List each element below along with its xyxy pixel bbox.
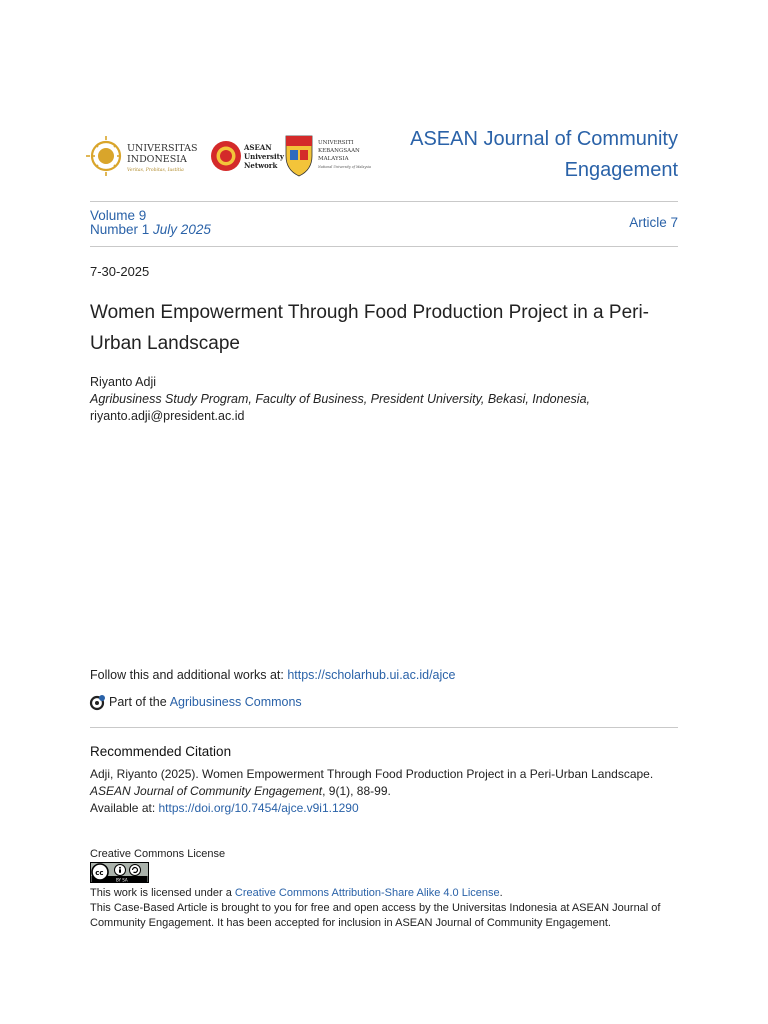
cc-license-link[interactable]: Creative Commons Attribution-Share Alike 4.0 License: [234, 887, 500, 899]
access-statement: This Case-Based Article is brought to you for free and open access by the Universitas Indonesia at ASEAN Journal of Community Engagement. It has been accepted for inclusion in ASEAN Journal of Community Engagement.: [90, 902, 661, 929]
ui-wordmark-2: INDONESIA: [127, 154, 187, 165]
aun-line-2: University: [244, 152, 284, 161]
part-of-label: Part of the: [109, 695, 167, 709]
citation-journal: ASEAN Journal of Community Engagement: [90, 784, 323, 798]
journal-title-link[interactable]: ASEAN Journal of Community Engagement: [410, 128, 678, 181]
ukm-line-1: UNIVERSITI: [318, 140, 354, 146]
divider-issue: [90, 246, 678, 247]
ukm-line-2: KEBANGSAAN: [318, 148, 360, 154]
part-of-line: [90, 694, 302, 710]
partner-logos: [90, 130, 371, 182]
volume-link[interactable]: Volume 9: [90, 208, 147, 223]
citation-line-3: [90, 800, 690, 817]
citation-text: [90, 766, 690, 817]
author-email: riyanto.adji@president.ac.id: [90, 409, 245, 423]
cc-license-label: Creative Commons License: [90, 848, 226, 860]
publication-date: 7-30-2025: [90, 264, 150, 279]
license-prefix: This work is licensed under a: [90, 887, 235, 899]
repository-link[interactable]: https://scholarhub.ui.ac.id/ajce: [287, 668, 456, 682]
citation-line-1: Adji, Riyanto (2025). Women Empowerment Through Food Production Project in a Peri-Urban Landscape.: [90, 767, 654, 781]
ui-wordmark-1: UNIVERSITAS: [127, 143, 198, 154]
author-affiliation: Agribusiness Study Program, Faculty of Business, President University, Bekasi, Indonesia,: [90, 392, 590, 406]
citation-line-2: [90, 783, 690, 800]
number-line: [90, 223, 211, 237]
asean-university-network-logo: [211, 141, 285, 171]
issue-info: [90, 209, 211, 237]
aun-line-1: ASEAN: [244, 143, 272, 152]
ui-motto: Veritas, Probitas, Iustitia: [127, 168, 184, 173]
number-link[interactable]: Number 1: [90, 222, 150, 237]
cc-badge-text: BY SA: [116, 877, 128, 883]
aun-line-3: Network: [244, 161, 278, 170]
license-text: [90, 886, 690, 931]
ukm-sub: National University of Malaysia: [318, 165, 371, 169]
available-label: Available at:: [90, 801, 159, 815]
ukm-crest-logo: [286, 136, 371, 176]
universitas-indonesia-logo: [86, 136, 197, 176]
doi-link[interactable]: https://doi.org/10.7454/ajce.v9i1.1290: [158, 801, 359, 815]
svg-text:cc: cc: [95, 869, 104, 877]
license-suffix: .: [499, 887, 503, 899]
article-number-link[interactable]: Article 7: [629, 215, 678, 230]
follow-label: Follow this and additional works at:: [90, 668, 288, 682]
follow-line: [90, 668, 455, 682]
commons-network-icon: [90, 694, 106, 710]
divider-citation: [90, 727, 678, 728]
agribusiness-commons-link[interactable]: Agribusiness Commons: [169, 695, 302, 709]
author-name: Riyanto Adji: [90, 375, 157, 389]
ukm-line-3: MALAYSIA: [318, 156, 349, 162]
author-block: [90, 374, 590, 425]
license-line: [90, 886, 690, 901]
issue-date: July 2025: [153, 222, 211, 237]
divider-top: [90, 201, 678, 202]
citation-vol-pages: , 9(1), 88-99.: [322, 784, 391, 798]
recommended-citation-heading: Recommended Citation: [90, 744, 232, 759]
article-title: Women Empowerment Through Food Production Project in a Peri-Urban Landscape: [90, 302, 650, 354]
cc-by-sa-badge-icon[interactable]: [90, 862, 149, 883]
